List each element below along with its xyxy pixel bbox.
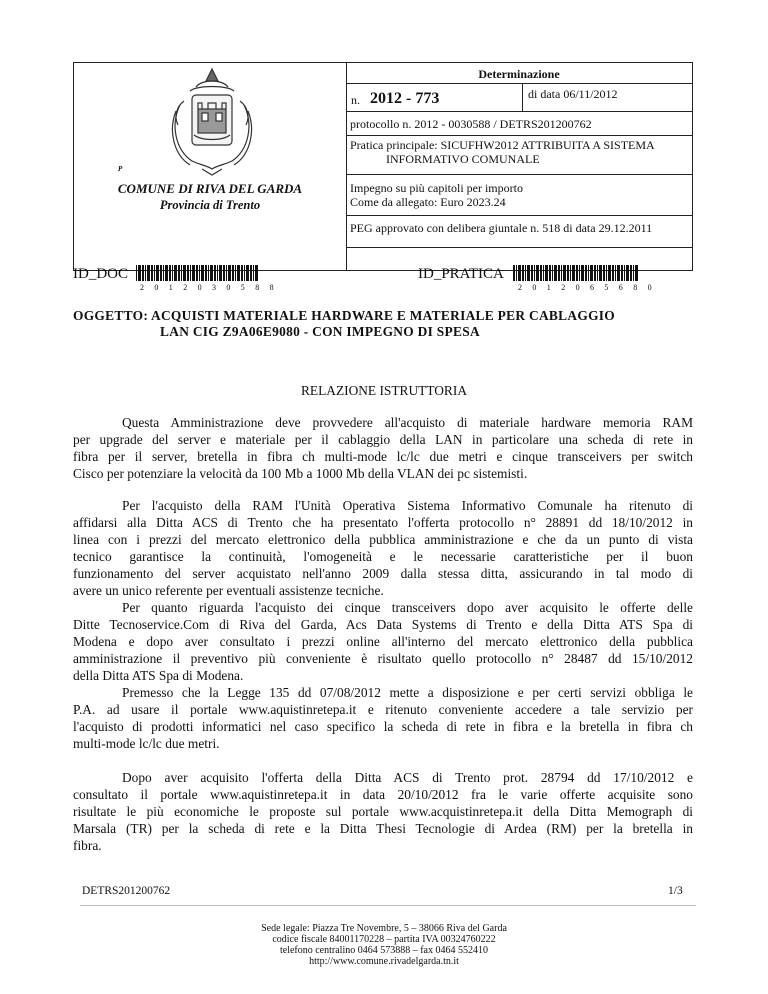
barcode-bar — [572, 265, 575, 281]
footer-addr3: telefono centralino 0464 573888 – fax 0464 552410 — [279, 945, 488, 956]
barcode-bar — [540, 265, 542, 281]
barcode-bar — [250, 265, 252, 281]
barcode-bar — [543, 265, 544, 281]
barcode-bar — [183, 265, 186, 281]
barcode-bar — [244, 265, 245, 281]
paragraph-1 — [73, 414, 693, 482]
barcode-bar — [608, 265, 611, 281]
barcode-bar — [232, 265, 234, 281]
barcode-bar — [558, 265, 560, 281]
barcode-bar — [594, 265, 596, 281]
id-pratica-label: ID_PRATICA — [418, 266, 504, 282]
paragraph-line: funzionamento del server acquistato nell'anno 2009 dalla stessa ditta, assicurando in tal modo di — [73, 566, 693, 581]
id-doc-barcode — [136, 265, 261, 281]
protocollo-row — [346, 111, 692, 135]
barcode-bar — [208, 265, 209, 281]
paragraph-line: linea con i prezzi del mercato elettronico della pubblica amministrazione e che da un punto di vista — [73, 532, 693, 547]
paragraph-3 — [73, 599, 693, 684]
barcode-bar — [253, 265, 254, 281]
comune-name: COMUNE DI RIVA DEL GARDA — [117, 181, 303, 196]
barcode-bar — [142, 265, 144, 281]
provincia-name: Provincia di Trento — [159, 198, 261, 212]
barcode-bar — [160, 265, 162, 281]
barcode-bar — [588, 265, 589, 281]
barcode-bar — [223, 265, 225, 281]
number-prefix: n. — [351, 93, 360, 107]
footer-website: http://www.comune.rivadelgarda.tn.it — [309, 956, 459, 967]
paragraph-line: Dopo aver acquisito l'offerta della Ditta ACS di Trento prot. 28794 dd 17/10/2012 e — [122, 770, 693, 785]
paragraph-2 — [73, 497, 693, 599]
barcode-bar — [624, 265, 625, 281]
paragraph-line: Marsala (TR) per la scheda di rete e la Ditta Thesi Tecnologie di Ardea (RM) per la bretella in — [73, 821, 693, 836]
barcode-bar — [136, 265, 137, 281]
barcode-bar — [138, 265, 141, 281]
footer-page-number: 1/3 — [668, 885, 683, 897]
barcode-bar — [156, 265, 159, 281]
paragraph-4 — [73, 684, 693, 752]
barcode-bar — [534, 265, 535, 281]
paragraph-line: Cisco per potenziare la velocità da 100 Mb a 1000 Mb della VLAN dei pc sistemisti. — [73, 466, 528, 481]
barcode-bar — [563, 265, 566, 281]
barcode-bar — [178, 265, 180, 281]
paragraph-line: Modena e dopo aver consultato i prezzi online all'interno del mercato elettronico della pubblica — [73, 634, 693, 649]
barcode-bar — [513, 265, 515, 281]
barcode-bar — [527, 265, 530, 281]
determinazione-date: di data 06/11/2012 — [528, 87, 618, 101]
id-doc-digits: 2 0 1 2 0 3 0 5 8 8 — [140, 283, 278, 292]
barcode-bar — [579, 265, 580, 281]
paragraph-line: P.A. ad usare il portale www.aquistinretepa.it e ritenuto conveniente accedere a tale servizio per — [73, 702, 693, 717]
barcode-bar — [621, 265, 623, 281]
barcode-bar — [518, 265, 521, 281]
pratica-row — [346, 135, 692, 174]
footer-doc-code: DETRS201200762 — [82, 885, 171, 897]
paragraph-line: per upgrade del server e materiale per il cablaggio della LAN in particolare una scheda di rete in — [73, 432, 693, 447]
barcode-bar — [255, 265, 258, 281]
barcode-bar — [603, 265, 605, 281]
barcode-bar — [606, 265, 607, 281]
logo-letter: P — [118, 165, 123, 173]
barcode-bar — [552, 265, 553, 281]
paragraph-line: Per quanto riguarda l'acquisto dei cinque transceivers dopo aver acquisito le offerte delle — [122, 600, 693, 615]
barcode-bar — [163, 265, 164, 281]
barcode-bar — [567, 265, 569, 281]
peg-text: PEG approvato con delibera giuntale n. 518 di data 29.12.2011 — [350, 221, 653, 235]
paragraph-line: della Ditta ATS Spa di Modena. — [73, 668, 244, 683]
barcode-bar — [147, 265, 150, 281]
paragraph-5 — [73, 769, 693, 854]
barcode-bar — [549, 265, 551, 281]
coat-of-arms-logo — [162, 65, 262, 177]
barcode-bar — [154, 265, 155, 281]
peg-row — [346, 215, 692, 247]
impegno-line1: Impegno su più capitoli per importo — [350, 181, 523, 195]
protocollo-text: protocollo n. 2012 - 0030588 / DETRS201200762 — [350, 117, 592, 131]
date-divider — [522, 83, 523, 111]
barcode-bar — [630, 265, 632, 281]
barcode-bar — [205, 265, 207, 281]
barcode-bar — [561, 265, 562, 281]
paragraph-line: Ditte Tecnoservice.Com di Riva del Garda, Acs Data Systems di Trento e della Ditta ATS Spa di — [73, 617, 693, 632]
barcode-bar — [228, 265, 231, 281]
barcode-bar — [145, 265, 146, 281]
paragraph-line: fibra per il server, bretella in fibra ch multi-mode lc/lc due metri e cinque transceivers per switch — [73, 449, 693, 464]
barcode-bar — [169, 265, 171, 281]
barcode-bar — [536, 265, 539, 281]
barcode-bar — [151, 265, 153, 281]
footer-addr1: Sede legale: Piazza Tre Novembre, 5 – 38066 Riva del Garda — [261, 923, 507, 934]
barcode-bar — [214, 265, 216, 281]
barcode-bar — [196, 265, 198, 281]
barcode-bar — [522, 265, 524, 281]
pratica-line2: INFORMATIVO COMUNALE — [386, 152, 540, 166]
barcode-bar — [597, 265, 598, 281]
barcode-bar — [226, 265, 227, 281]
paragraph-line: tecnico garantisce la continuità, l'omogeneità e le necessarie caratteristiche per il buon — [73, 549, 693, 564]
oggetto-line2: LAN CIG Z9A06E9080 - CON IMPEGNO DI SPESA — [160, 324, 480, 339]
paragraph-line: consultato il portale www.aquistinretepa.it in data 20/10/2012 fra le varie offerte acquisite sono — [73, 787, 693, 802]
header-rule — [346, 83, 692, 84]
barcode-bar — [219, 265, 222, 281]
paragraph-line: avere un unico referente per eventuali assistenze tecniche. — [73, 583, 384, 598]
barcode-bar — [615, 265, 616, 281]
determinazione-number: 2012 - 773 — [370, 90, 440, 107]
footer-rule — [80, 905, 696, 906]
barcode-bar — [576, 265, 578, 281]
barcode-bar — [217, 265, 218, 281]
barcode-bar — [525, 265, 526, 281]
barcode-bar — [545, 265, 548, 281]
barcode-bar — [590, 265, 593, 281]
barcode-bar — [201, 265, 204, 281]
paragraph-line: l'acquisto di prodotti informatici nel caso specifico la scheda di rete in fibra e la bretella in fibra ch — [73, 719, 693, 734]
paragraph-line: multi-mode lc/lc due metri. — [73, 736, 220, 751]
barcode-bar — [181, 265, 182, 281]
barcode-bar — [165, 265, 168, 281]
barcode-bar — [246, 265, 249, 281]
barcode-bar — [192, 265, 195, 281]
paragraph-line: fibra. — [73, 838, 102, 853]
pratica-line1: Pratica principale: SICUFHW2012 ATTRIBUITA A SISTEMA — [350, 138, 655, 152]
barcode-bar — [241, 265, 243, 281]
id-pratica-digits: 2 0 1 2 0 6 5 6 8 0 — [518, 283, 656, 292]
footer-addr2: codice fiscale 84001170228 – partita IVA 00324760222 — [272, 934, 496, 945]
header-box — [73, 62, 693, 271]
barcode-bar — [554, 265, 557, 281]
impegno-row — [346, 174, 692, 215]
id-doc-label: ID_DOC — [73, 266, 128, 282]
barcode-bar — [626, 265, 629, 281]
impegno-line2: Come da allegato: Euro 2023.24 — [350, 195, 506, 209]
paragraph-line: affidarsi alla Ditta ACS di Trento che ha presentato l'offerta protocollo n° 28891 dd 18/10/2012 in — [73, 515, 693, 530]
barcode-bar — [190, 265, 191, 281]
oggetto-line1: OGGETTO: ACQUISTI MATERIALE HARDWARE E MATERIALE PER CABLAGGIO — [73, 308, 616, 323]
paragraph-line: Questa Amministrazione deve provvedere all'acquisto di materiale hardware memoria RAM — [122, 415, 693, 430]
barcode-bar — [187, 265, 189, 281]
barcode-bar — [617, 265, 620, 281]
id-pratica-barcode — [513, 265, 638, 281]
barcode-bar — [531, 265, 533, 281]
barcode-bar — [174, 265, 177, 281]
barcode-bar — [612, 265, 614, 281]
paragraph-line: amministrazione il preventivo più conveniente è risultato quello protocollo n° 28487 dd 15/10/2012 — [73, 651, 693, 666]
barcode-bar — [172, 265, 173, 281]
relazione-title: RELAZIONE ISTRUTTORIA — [300, 383, 467, 398]
paragraph-line: Premesso che la Legge 135 dd 07/08/2012 mette a disposizione e per certi servizi obbliga le — [122, 685, 693, 700]
paragraph-line: Per l'acquisto della RAM l'Unità Operativa Sistema Informativo Comunale ha ritenuto di — [122, 498, 693, 513]
barcode-bar — [516, 265, 517, 281]
barcode-bar — [570, 265, 571, 281]
barcode-bar — [237, 265, 240, 281]
barcode-bar — [585, 265, 587, 281]
barcode-bar — [633, 265, 634, 281]
paragraph-line: risultate le più economiche le proposte sul portale www.acquistinretepa.it della Ditta Memograph di — [73, 804, 693, 819]
barcode-bar — [599, 265, 602, 281]
barcode-bar — [635, 265, 638, 281]
barcode-bar — [235, 265, 236, 281]
barcode-bar — [581, 265, 584, 281]
footer-address — [0, 923, 768, 967]
barcode-bar — [199, 265, 200, 281]
determinazione-label: Determinazione — [478, 67, 560, 81]
barcode-bar — [210, 265, 213, 281]
